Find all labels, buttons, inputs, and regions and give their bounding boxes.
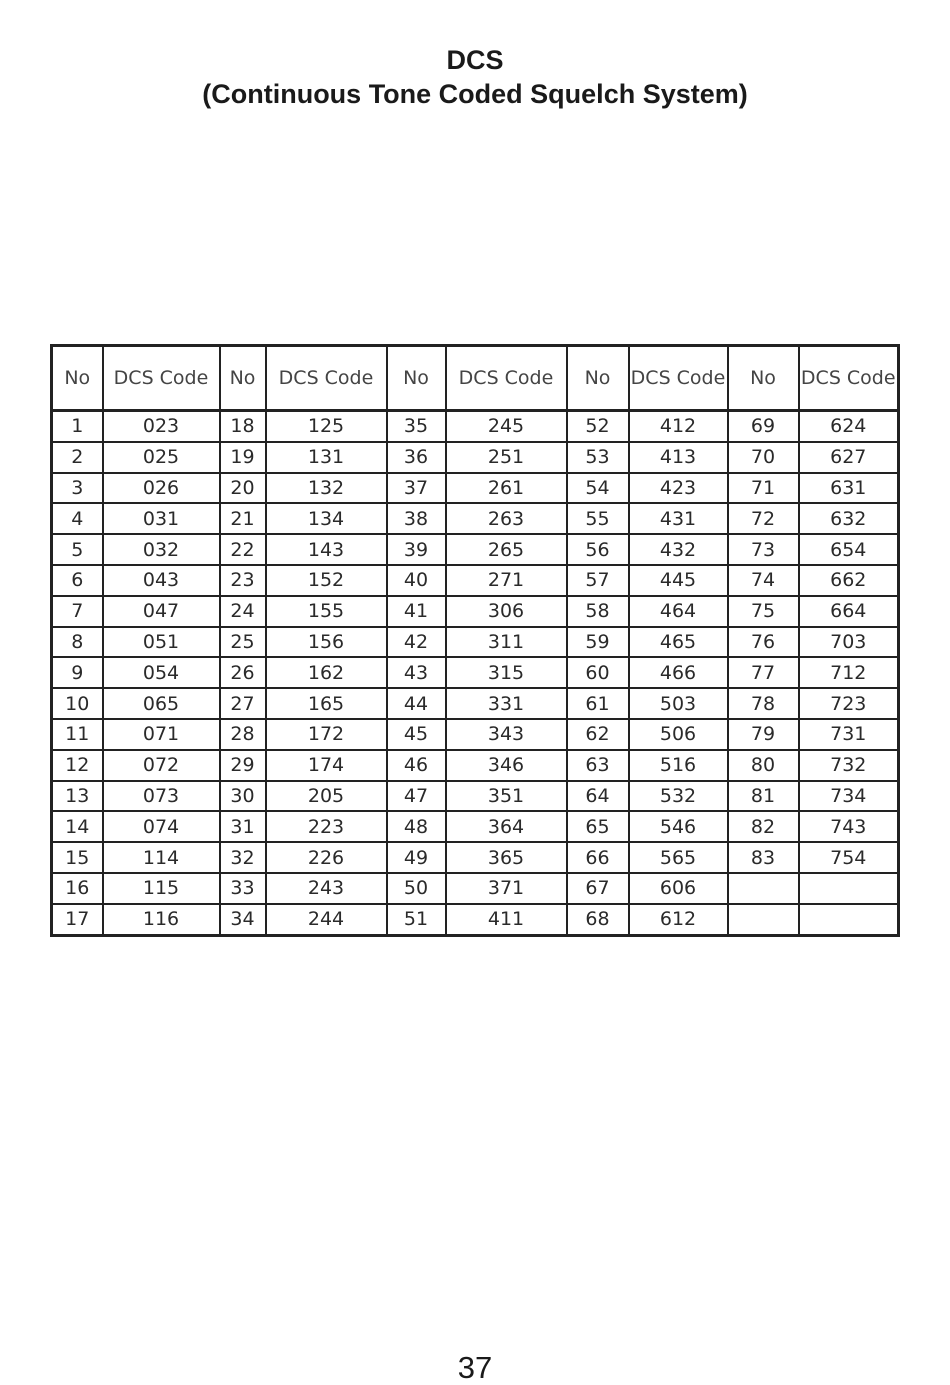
cell-dcs-code: 532 [629, 781, 728, 812]
cell-dcs-code: 411 [446, 904, 567, 935]
cell-no: 18 [220, 411, 266, 442]
table-body [52, 411, 899, 936]
cell-no: 20 [220, 473, 266, 504]
cell-dcs-code: 271 [446, 565, 567, 596]
cell-no: 62 [567, 719, 629, 750]
cell-no: 22 [220, 534, 266, 565]
cell-no: 32 [220, 842, 266, 873]
cell-no: 79 [728, 719, 799, 750]
cell-dcs-code: 023 [103, 411, 220, 442]
cell-dcs-code: 712 [799, 657, 899, 688]
cell-dcs-code: 627 [799, 442, 899, 473]
cell-no: 17 [52, 904, 103, 935]
cell-dcs-code: 413 [629, 442, 728, 473]
cell-dcs-code: 205 [266, 781, 387, 812]
cell-no: 7 [52, 596, 103, 627]
cell-dcs-code: 431 [629, 503, 728, 534]
cell-no: 74 [728, 565, 799, 596]
cell-no: 66 [567, 842, 629, 873]
header-no: No [387, 346, 446, 411]
table-header-row [52, 346, 899, 411]
cell-dcs-code: 445 [629, 565, 728, 596]
header-no: No [567, 346, 629, 411]
cell-no: 47 [387, 781, 446, 812]
cell-no: 55 [567, 503, 629, 534]
cell-dcs-code: 032 [103, 534, 220, 565]
header-no: No [220, 346, 266, 411]
page-subtitle: (Continuous Tone Coded Squelch System) [202, 79, 748, 109]
cell-no: 67 [567, 873, 629, 904]
cell-dcs-code: 734 [799, 781, 899, 812]
cell-no: 51 [387, 904, 446, 935]
cell-no: 37 [387, 473, 446, 504]
cell-no: 54 [567, 473, 629, 504]
header-dcs-code: DCS Code [266, 346, 387, 411]
cell-dcs-code: 306 [446, 596, 567, 627]
table-row [52, 719, 899, 750]
cell-dcs-code: 115 [103, 873, 220, 904]
cell-no: 1 [52, 411, 103, 442]
cell-no: 8 [52, 627, 103, 658]
cell-dcs-code: 143 [266, 534, 387, 565]
page-title: DCS [446, 45, 504, 75]
cell-no: 4 [52, 503, 103, 534]
cell-no: 57 [567, 565, 629, 596]
cell-no: 39 [387, 534, 446, 565]
cell-dcs-code: 265 [446, 534, 567, 565]
cell-no: 42 [387, 627, 446, 658]
header-dcs-code: DCS Code [799, 346, 899, 411]
cell-dcs-code: 632 [799, 503, 899, 534]
cell-dcs-code: 125 [266, 411, 387, 442]
cell-no: 53 [567, 442, 629, 473]
cell-dcs-code: 743 [799, 811, 899, 842]
cell-dcs-code: 116 [103, 904, 220, 935]
cell-dcs-code [799, 873, 899, 904]
cell-no: 16 [52, 873, 103, 904]
cell-no: 63 [567, 750, 629, 781]
cell-no [728, 873, 799, 904]
cell-no: 82 [728, 811, 799, 842]
table-row [52, 781, 899, 812]
cell-no: 68 [567, 904, 629, 935]
cell-no: 65 [567, 811, 629, 842]
cell-no: 81 [728, 781, 799, 812]
cell-no: 61 [567, 688, 629, 719]
cell-dcs-code: 251 [446, 442, 567, 473]
cell-dcs-code: 026 [103, 473, 220, 504]
cell-no: 64 [567, 781, 629, 812]
cell-dcs-code: 051 [103, 627, 220, 658]
cell-dcs-code: 412 [629, 411, 728, 442]
cell-dcs-code: 073 [103, 781, 220, 812]
cell-no: 59 [567, 627, 629, 658]
cell-no: 3 [52, 473, 103, 504]
cell-dcs-code: 244 [266, 904, 387, 935]
cell-dcs-code: 506 [629, 719, 728, 750]
cell-dcs-code: 432 [629, 534, 728, 565]
cell-no: 48 [387, 811, 446, 842]
cell-no: 25 [220, 627, 266, 658]
cell-dcs-code [799, 904, 899, 935]
cell-dcs-code: 731 [799, 719, 899, 750]
table-row [52, 627, 899, 658]
cell-dcs-code: 243 [266, 873, 387, 904]
cell-no: 45 [387, 719, 446, 750]
cell-dcs-code: 156 [266, 627, 387, 658]
table-row [52, 842, 899, 873]
cell-no: 69 [728, 411, 799, 442]
cell-dcs-code: 025 [103, 442, 220, 473]
cell-dcs-code: 263 [446, 503, 567, 534]
cell-no: 56 [567, 534, 629, 565]
cell-no: 46 [387, 750, 446, 781]
cell-dcs-code: 371 [446, 873, 567, 904]
table-row [52, 811, 899, 842]
cell-no: 43 [387, 657, 446, 688]
cell-no: 29 [220, 750, 266, 781]
cell-dcs-code: 331 [446, 688, 567, 719]
cell-no: 9 [52, 657, 103, 688]
cell-dcs-code: 132 [266, 473, 387, 504]
table-row [52, 657, 899, 688]
cell-dcs-code: 065 [103, 688, 220, 719]
table-row [52, 873, 899, 904]
cell-dcs-code: 245 [446, 411, 567, 442]
cell-dcs-code: 606 [629, 873, 728, 904]
cell-dcs-code: 464 [629, 596, 728, 627]
cell-dcs-code: 315 [446, 657, 567, 688]
cell-dcs-code: 662 [799, 565, 899, 596]
header-no: No [52, 346, 103, 411]
cell-no: 24 [220, 596, 266, 627]
cell-no: 40 [387, 565, 446, 596]
cell-no: 72 [728, 503, 799, 534]
cell-no: 31 [220, 811, 266, 842]
cell-dcs-code: 346 [446, 750, 567, 781]
cell-dcs-code: 131 [266, 442, 387, 473]
cell-dcs-code: 043 [103, 565, 220, 596]
cell-dcs-code: 343 [446, 719, 567, 750]
cell-no: 44 [387, 688, 446, 719]
table-row [52, 596, 899, 627]
cell-dcs-code: 423 [629, 473, 728, 504]
cell-dcs-code: 723 [799, 688, 899, 719]
cell-no: 34 [220, 904, 266, 935]
cell-dcs-code: 703 [799, 627, 899, 658]
cell-dcs-code: 546 [629, 811, 728, 842]
cell-dcs-code: 364 [446, 811, 567, 842]
table-row [52, 534, 899, 565]
cell-dcs-code: 134 [266, 503, 387, 534]
cell-dcs-code: 072 [103, 750, 220, 781]
cell-dcs-code: 226 [266, 842, 387, 873]
table-row [52, 503, 899, 534]
table-row [52, 473, 899, 504]
cell-dcs-code: 624 [799, 411, 899, 442]
cell-dcs-code: 071 [103, 719, 220, 750]
cell-no: 73 [728, 534, 799, 565]
table-row [52, 442, 899, 473]
table-row [52, 688, 899, 719]
cell-no: 35 [387, 411, 446, 442]
cell-no: 52 [567, 411, 629, 442]
cell-dcs-code: 311 [446, 627, 567, 658]
cell-no: 33 [220, 873, 266, 904]
header-dcs-code: DCS Code [446, 346, 567, 411]
cell-no: 80 [728, 750, 799, 781]
cell-no [728, 904, 799, 935]
cell-no: 13 [52, 781, 103, 812]
cell-dcs-code: 654 [799, 534, 899, 565]
cell-dcs-code: 503 [629, 688, 728, 719]
cell-no: 58 [567, 596, 629, 627]
cell-dcs-code: 516 [629, 750, 728, 781]
cell-dcs-code: 172 [266, 719, 387, 750]
cell-no: 76 [728, 627, 799, 658]
cell-dcs-code: 351 [446, 781, 567, 812]
cell-no: 50 [387, 873, 446, 904]
cell-no: 77 [728, 657, 799, 688]
cell-dcs-code: 754 [799, 842, 899, 873]
cell-dcs-code: 174 [266, 750, 387, 781]
dcs-code-table [50, 344, 900, 937]
cell-no: 5 [52, 534, 103, 565]
table-row [52, 904, 899, 935]
cell-dcs-code: 365 [446, 842, 567, 873]
cell-no: 2 [52, 442, 103, 473]
header-dcs-code: DCS Code [103, 346, 220, 411]
cell-dcs-code: 664 [799, 596, 899, 627]
header-no: No [728, 346, 799, 411]
header-dcs-code: DCS Code [629, 346, 728, 411]
cell-no: 75 [728, 596, 799, 627]
cell-dcs-code: 074 [103, 811, 220, 842]
cell-dcs-code: 054 [103, 657, 220, 688]
cell-no: 30 [220, 781, 266, 812]
cell-dcs-code: 465 [629, 627, 728, 658]
cell-dcs-code: 732 [799, 750, 899, 781]
cell-no: 38 [387, 503, 446, 534]
cell-dcs-code: 612 [629, 904, 728, 935]
cell-dcs-code: 047 [103, 596, 220, 627]
cell-no: 36 [387, 442, 446, 473]
cell-no: 12 [52, 750, 103, 781]
cell-no: 23 [220, 565, 266, 596]
table-row [52, 411, 899, 442]
cell-no: 41 [387, 596, 446, 627]
cell-no: 78 [728, 688, 799, 719]
cell-no: 60 [567, 657, 629, 688]
cell-no: 10 [52, 688, 103, 719]
cell-dcs-code: 165 [266, 688, 387, 719]
cell-dcs-code: 155 [266, 596, 387, 627]
cell-no: 27 [220, 688, 266, 719]
cell-dcs-code: 162 [266, 657, 387, 688]
cell-no: 14 [52, 811, 103, 842]
page-number: 37 [457, 1350, 493, 1385]
cell-no: 15 [52, 842, 103, 873]
cell-dcs-code: 223 [266, 811, 387, 842]
table-row [52, 565, 899, 596]
cell-no: 71 [728, 473, 799, 504]
cell-dcs-code: 152 [266, 565, 387, 596]
cell-dcs-code: 631 [799, 473, 899, 504]
cell-no: 49 [387, 842, 446, 873]
cell-no: 26 [220, 657, 266, 688]
cell-no: 21 [220, 503, 266, 534]
cell-dcs-code: 114 [103, 842, 220, 873]
cell-dcs-code: 466 [629, 657, 728, 688]
cell-no: 28 [220, 719, 266, 750]
cell-no: 11 [52, 719, 103, 750]
cell-dcs-code: 031 [103, 503, 220, 534]
cell-dcs-code: 565 [629, 842, 728, 873]
table-row [52, 750, 899, 781]
cell-dcs-code: 261 [446, 473, 567, 504]
cell-no: 6 [52, 565, 103, 596]
cell-no: 19 [220, 442, 266, 473]
cell-no: 70 [728, 442, 799, 473]
cell-no: 83 [728, 842, 799, 873]
